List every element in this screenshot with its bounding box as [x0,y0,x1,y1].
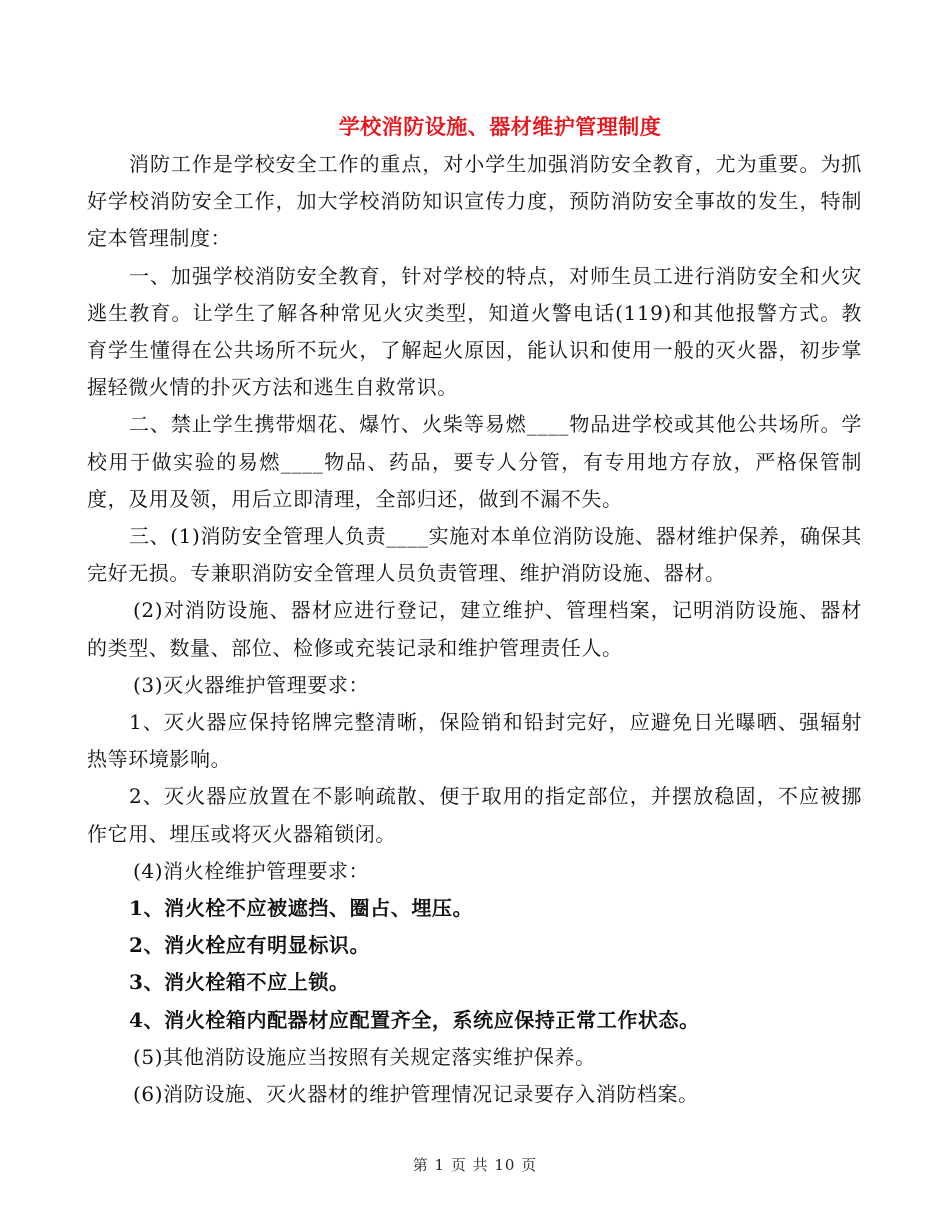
paragraph-section-2: 二、禁止学生携带烟花、爆竹、火柴等易燃____物品进学校或其他公共场所。学校用于做实验的易燃____物品、药品，要专人分管，有专用地方存放，严格保管制度，及用及领，用后立即清理，全部归还，做到不漏不失。 [87,412,862,511]
paragraph-hydrant-rule-3: 3、消火栓箱不应上锁。 [129,970,350,995]
paragraph-extinguisher-rule-1: 1、灭火器应保持铭牌完整清晰，保险销和铅封完好，应避免日光曝晒、强辐射热等环境影响。 [87,710,862,772]
paragraph-hydrant-rule-2: 2、消火栓应有明显标识。 [129,933,371,958]
paragraph-intro: 消防工作是学校安全工作的重点，对小学生加强消防安全教育，尤为重要。为抓好学校消防安全工作，加大学校消防知识宣传力度，预防消防安全事故的发生，特制定本管理制度： [87,152,862,251]
document-title: 学校消防设施、器材维护管理制度 [338,114,662,139]
paragraph-hydrant-rule-4: 4、消火栓箱内配器材应配置齐全，系统应保持正常工作状态。 [129,1007,700,1032]
paragraph-section-3-item-2: (2)对消防设施、器材应进行登记，建立维护、管理档案，记明消防设施、器材的类型、数量、部位、检修或充装记录和维护管理责任人。 [87,598,862,660]
paragraph-hydrant-rule-1: 1、消火栓不应被遮挡、圈占、埋压。 [129,896,474,921]
paragraph-section-3-item-1: 三、(1)消防安全管理人负责____实施对本单位消防设施、器材维护保养，确保其完好无损。专兼职消防安全管理人员负责管理、维护消防设施、器材。 [87,524,862,586]
paragraph-section-1: 一、加强学校消防安全教育，针对学校的特点，对师生员工进行消防安全和火灾逃生教育。让学生了解各种常见火灾类型，知道火警电话(119)和其他报警方式。教育学生懂得在公共场所不玩火，了解起火原因，能认识和使用一般的灭火器，初步掌握轻微火情的扑灭方法和逃生自救常识。 [87,263,862,400]
paragraph-hydrant-heading: (4)消火栓维护管理要求： [133,858,370,883]
page-number-footer: 第 1 页 共 10 页 [412,1156,538,1174]
paragraph-other-facilities: (5)其他消防设施应当按照有关规定落实维护保养。 [133,1044,596,1069]
paragraph-extinguisher-heading: (3)灭火器维护管理要求： [133,672,370,697]
paragraph-extinguisher-rule-2: 2、灭火器应放置在不影响疏散、便于取用的指定部位，并摆放稳固，不应被挪作它用、埋压或将灭火器箱锁闭。 [87,784,862,846]
document-body [87,146,862,1113]
paragraph-records: (6)消防设施、灭火器材的维护管理情况记录要存入消防档案。 [133,1082,699,1107]
